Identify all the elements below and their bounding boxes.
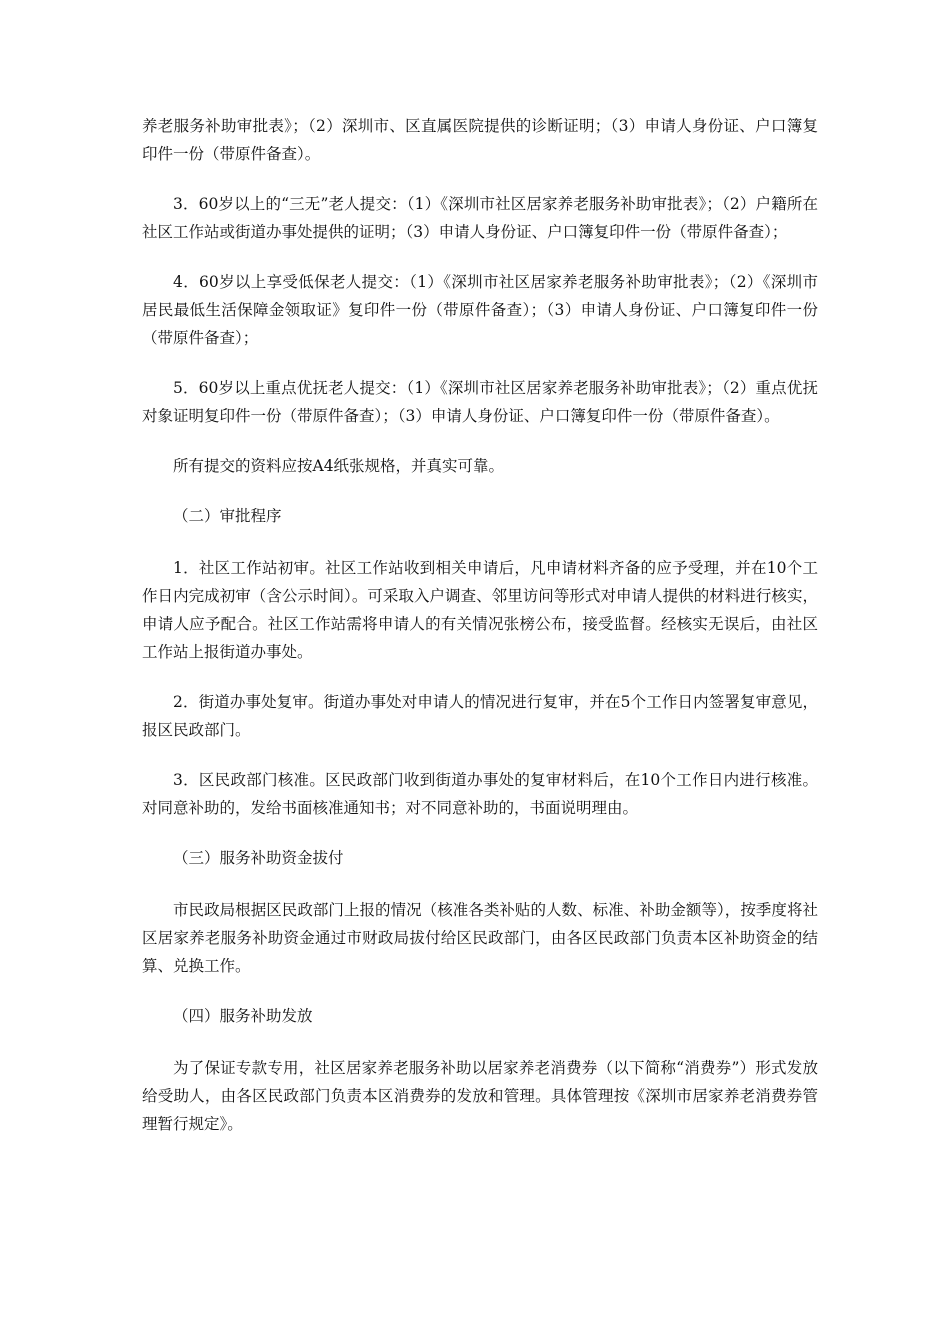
paragraph-continuation: 养老服务补助审批表》；（2）深圳市、区直属医院提供的诊断证明；（3）申请人身份证、户口簿复印件一份（带原件备查）。 [142,117,818,163]
paragraph-step-3: 3．区民政部门核准。区民政部门收到街道办事处的复审材料后，在10个工作日内进行核准。对同意补助的，发给书面核准通知书；对不同意补助的，书面说明理由。 [142,771,818,817]
paragraph-item-3: 3．60岁以上的“三无”老人提交：（1）《深圳市社区居家养老服务补助审批表》；（2）户籍所在社区工作站或街道办事处提供的证明；（3）申请人身份证、户口簿复印件一份（带原件备查）； [142,195,818,241]
section-heading-approval-procedure: （二）审批程序 [173,507,282,525]
paragraph-item-4: 4．60岁以上享受低保老人提交：（1）《深圳市社区居家养老服务补助审批表》；（2）《深圳市居民最低生活保障金领取证》复印件一份（带原件备查）；（3）申请人身份证、户口簿复印件一份（带原件备查）； [142,273,818,347]
paragraph-fund-allocation: 市民政局根据区民政部门上报的情况（核准各类补贴的人数、标准、补助金额等），按季度将社区居家养老服务补助资金通过市财政局拔付给区民政部门，由各区民政部门负责本区补助资金的结算、兑换工作。 [142,901,818,975]
paragraph-item-5: 5．60岁以上重点优抚老人提交：（1）《深圳市社区居家养老服务补助审批表》；（2）重点优抚对象证明复印件一份（带原件备查）；（3）申请人身份证、户口簿复印件一份（带原件备查）。 [142,379,818,425]
section-heading-fund-allocation: （三）服务补助资金拔付 [173,849,344,867]
paragraph-step-1: 1．社区工作站初审。社区工作站收到相关申请后，凡申请材料齐备的应予受理，并在10个工作日内完成初审（含公示时间）。可采取入户调查、邻里访问等形式对申请人提供的材料进行核实，申请人应予配合。社区工作站需将申请人的有关情况张榜公布，接受监督。经核实无误后，由社区工作站上报街道办事处。 [142,559,818,661]
paragraph-subsidy-distribution: 为了保证专款专用，社区居家养老服务补助以居家养老消费券（以下简称“消费券”）形式发放给受助人，由各区民政部门负责本区消费券的发放和管理。具体管理按《深圳市居家养老消费券管理暂行规定》。 [142,1059,818,1133]
document-body [142,112,818,1160]
paragraph-a4-requirement: 所有提交的资料应按A4纸张规格，并真实可靠。 [173,457,505,475]
paragraph-step-2: 2．街道办事处复审。街道办事处对申请人的情况进行复审，并在5个工作日内签署复审意见，报区民政部门。 [142,693,818,739]
section-heading-subsidy-distribution: （四）服务补助发放 [173,1007,313,1025]
